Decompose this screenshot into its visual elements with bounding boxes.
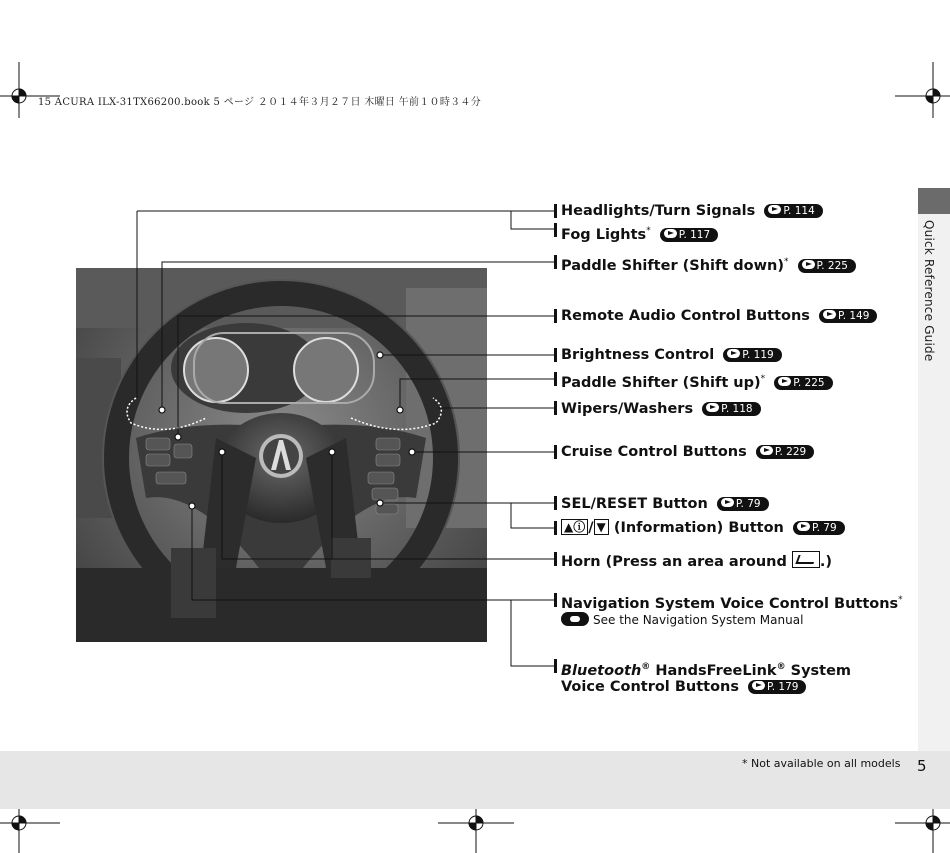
navigation-manual-text: See the Navigation System Manual [593,613,804,627]
callout-remote-audio [561,307,877,325]
page-reference-link[interactable]: P. 225 [774,376,832,390]
navigation-manual-reference[interactable] [561,612,803,627]
callout-fog-lights [561,222,718,244]
page-reference-link[interactable]: P. 79 [717,497,769,511]
book-print-line: 15 ACURA ILX-31TX66200.book 5 ページ ２０１４年３月２７日 木曜日 午前１０時３４分 [38,97,482,108]
page-reference-link[interactable]: P. 117 [660,228,718,242]
callout-paddle-shifter-up [561,370,833,392]
callout-bluetooth-line2 [561,678,806,696]
info-down-icon: ▼ [594,519,609,535]
section-tab-label: Quick Reference Guide [922,220,936,362]
reference-arrow-icon [760,446,773,455]
info-up-icon: ▲ⓘ [561,519,588,535]
reference-arrow-icon [797,522,810,531]
callout-navigation-voice [561,591,903,613]
bluetooth-brand: Bluetooth [561,662,642,679]
info-slash: / [588,520,594,536]
page-number: 5 [917,757,927,775]
acura-logo [259,434,303,478]
callout-horn-label-end: .) [819,554,833,570]
page-reference-link[interactable]: P. 79 [793,521,845,535]
page-reference-link[interactable]: P. 114 [764,204,822,218]
section-tab-marker [918,188,950,214]
registration-mark-top-right [895,62,950,118]
registered-mark: ® [641,662,651,672]
reference-arrow-icon [778,377,791,386]
page-reference-link[interactable]: P. 118 [702,402,760,416]
reference-arrow-icon [561,612,589,626]
callout-paddle-down-label: Paddle Shifter (Shift down) [561,257,784,274]
not-all-models-asterisk: * [646,226,651,236]
callout-headlights-label: Headlights/Turn Signals [561,203,756,219]
callout-navigation-label: Navigation System Voice Control Buttons [561,595,899,612]
callout-brightness [561,346,782,364]
not-all-models-asterisk: * [783,257,789,267]
callout-wipers-label: Wipers/Washers [561,401,694,417]
shadow-lower [76,568,487,642]
callout-fog-lights-label: Fog Lights [561,226,647,243]
page-reference-link[interactable]: P. 119 [723,348,781,362]
callout-headlights [561,202,823,220]
callout-sel-reset-label: SEL/RESET Button [561,496,708,512]
callout-horn [561,551,832,571]
reference-arrow-icon [752,681,765,690]
callout-remote-audio-label: Remote Audio Control Buttons [561,308,810,324]
voice-control-buttons-label: Voice Control Buttons [561,679,739,695]
callout-brightness-label: Brightness Control [561,347,715,363]
callout-horn-label: Horn (Press an area around [561,554,787,570]
callout-paddle-up-label: Paddle Shifter (Shift up) [561,374,761,391]
system-label: System [785,662,852,679]
page-reference-link[interactable]: P. 179 [748,680,806,694]
not-all-models-asterisk: * [898,595,903,605]
callout-information-button [561,519,845,537]
horn-icon [792,551,820,568]
page-reference-link[interactable]: P. 229 [756,445,814,459]
reference-arrow-icon [768,205,781,214]
page-reference-link[interactable]: P. 225 [798,259,856,273]
page-reference-link[interactable]: P. 149 [819,309,877,323]
registered-mark: ® [776,662,786,672]
reference-arrow-icon [706,403,719,412]
callout-cruise-control [561,443,814,461]
callout-cruise-label: Cruise Control Buttons [561,444,747,460]
not-all-models-asterisk: * [760,374,766,384]
callout-sel-reset [561,495,769,513]
callout-wipers [561,400,761,418]
reference-arrow-icon [721,498,734,507]
reference-arrow-icon [802,260,815,269]
reference-arrow-icon [664,229,677,238]
callout-information-label: (Information) Button [613,520,784,536]
registration-mark-top-left [0,62,60,118]
steering-wheel-photo [76,268,487,642]
callout-paddle-shifter-down [561,253,856,275]
handsfreelink-label: HandsFreeLink [650,662,777,679]
reference-arrow-icon [727,349,740,358]
callout-bluetooth [561,658,851,680]
footnote: * Not available on all models [742,757,901,770]
reference-arrow-icon [823,310,836,319]
